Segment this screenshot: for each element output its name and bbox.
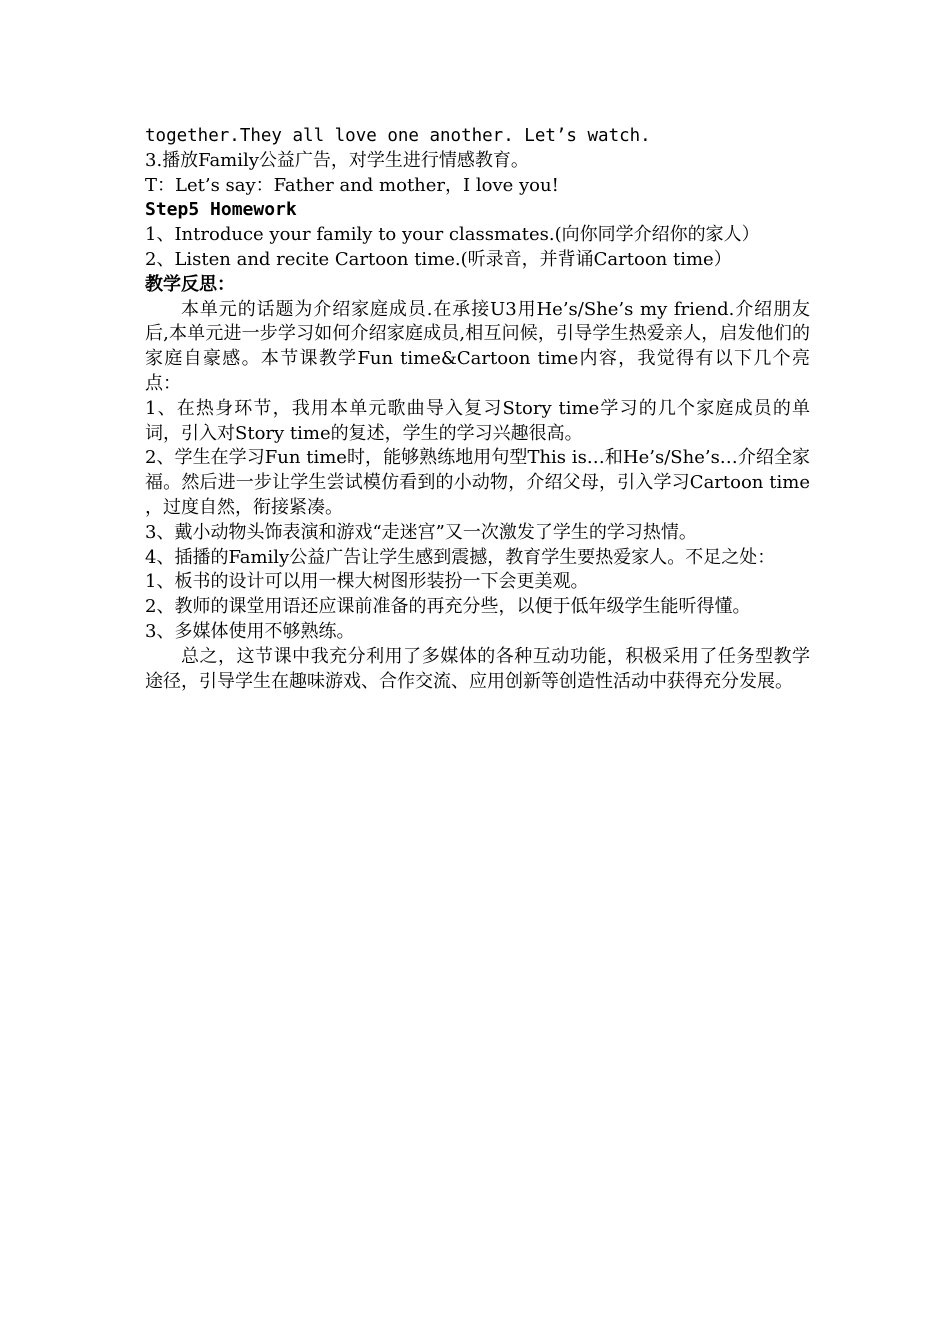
paragraph: 3、戴小动物头饰表演和游戏“走迷宫”又一次激发了学生的学习热情。 (145, 521, 697, 543)
document-body (145, 124, 810, 694)
paragraph: 4、插播的Family公益广告让学生感到震撼，教育学生要热爱家人。不足之处： (145, 546, 776, 568)
paragraph: 本单元的话题为介绍家庭成员.在承接U3用He’s/She’s my friend.介绍朋友后,本单元进一步学习如何介绍家庭成员,相互问候，引导学生热爱亲人，启发他们的家庭自豪感。本节课教学Fun time&Cartoon time内容，我觉得有以下几个亮点： (145, 298, 810, 394)
text-line: together.They all love one another. Let’s watch. (145, 126, 651, 146)
paragraph: 3、多媒体使用不够熟练。 (145, 620, 355, 642)
paragraph: 2、学生在学习Fun time时，能够熟练地用句型This is…和He’s/She’s…介绍全家福。然后进一步让学生尝试模仿看到的小动物，介绍父母，引入学习Cartoon time ，过度自然，衔接紧凑。 (145, 447, 810, 518)
section-heading-step5: Step5 Homework (145, 199, 297, 221)
homework-item: 1、Introduce your family to your classmates.(向你同学介绍你的家人） (145, 224, 760, 246)
paragraph: 1、在热身环节，我用本单元歌曲导入复习Story time学习的几个家庭成员的单词，引入对Story time的复述，学生的学习兴趣很高。 (145, 397, 810, 444)
reflection-heading: 教学反思： (145, 273, 235, 295)
homework-item: 2、Listen and recite Cartoon time.(听录音，并背诵Cartoon time） (145, 248, 732, 270)
paragraph: 2、教师的课堂用语还应课前准备的再充分些，以便于低年级学生能听得懂。 (145, 596, 751, 618)
text-line: 3.播放Family公益广告，对学生进行情感教育。 (145, 149, 529, 171)
paragraph: 总之，这节课中我充分利用了多媒体的各种互动功能，积极采用了任务型教学途径，引导学生在趣味游戏、合作交流、应用创新等创造性活动中获得充分发展。 (145, 645, 810, 692)
paragraph: 1、板书的设计可以用一棵大树图形装扮一下会更美观。 (145, 571, 589, 593)
text-line: T：Let’s say：Father and mother，I love you! (145, 174, 559, 196)
